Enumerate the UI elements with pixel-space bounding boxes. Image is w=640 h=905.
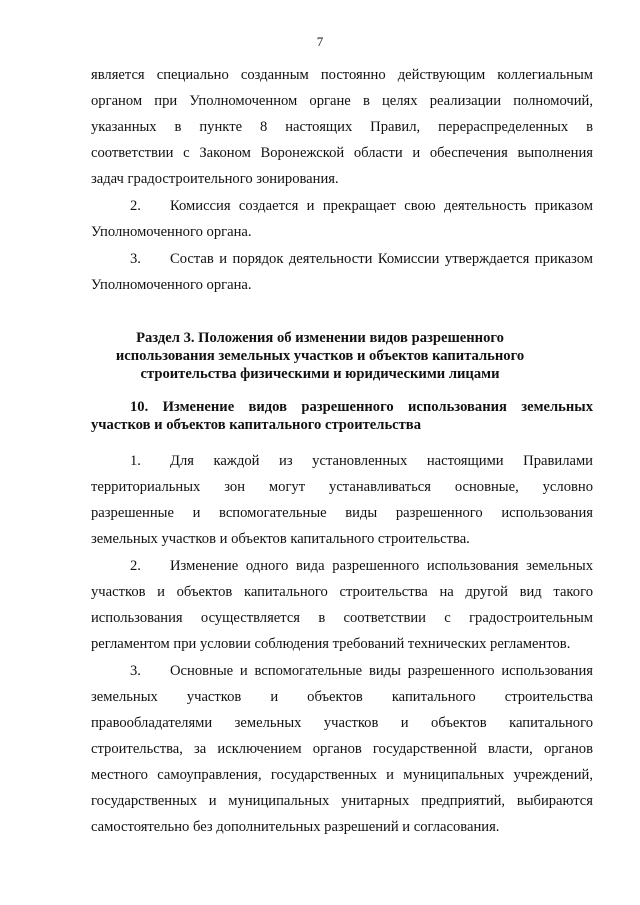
text-line: самостоятельно без дополнительных разрешений и согласования. [91,819,500,835]
text-line: является специально созданным постоянно действующим коллегиальным [91,67,593,83]
item-number: 2. [130,198,141,214]
text-line: органом при Уполномоченном органе в целях реализации полномочий, [91,93,593,109]
item-number: 1. [130,453,141,469]
section-title: строительства физическими и юридическими лицами [140,366,500,382]
text-line: земельных участков и объектов капитального строительства [91,689,593,705]
text-line: участков и объектов капитального строительства на другой вид такого [91,584,593,600]
text-line: государственных и муниципальных унитарных предприятий, выбираются [91,793,593,809]
text-line: правообладателями земельных участков и объектов капитального [91,715,593,731]
article-title: участков и объектов капитального строительства [91,417,421,433]
text-line: использования осуществляется в соответствии с градостроительным [91,610,593,626]
text-line: регламентом при условии соблюдения требований технических регламентов. [91,636,571,652]
text-line: Изменение одного вида разрешенного использования земельных [170,558,593,574]
text-line: земельных участков и объектов капитального строительства. [91,531,470,547]
item-number: 2. [130,558,141,574]
section-title: использования земельных участков и объектов капитального [115,348,525,364]
text-line: соответствии с Законом Воронежской области и обеспечения выполнения [91,145,593,161]
page-number: 7 [316,34,324,49]
section-title: Раздел 3. Положения об изменении видов разрешенного [136,330,504,346]
text-line: Состав и порядок деятельности Комиссии утверждается приказом [170,251,593,267]
text-line: Уполномоченного органа. [91,277,252,293]
text-line: Комиссия создается и прекращает свою деятельность приказом [170,198,593,214]
article-title: 10. Изменение видов разрешенного использования земельных [130,399,593,415]
text-line: территориальных зон могут устанавливаться основные, условно [91,479,593,495]
item-number: 3. [130,251,141,267]
text-line: разрешенные и вспомогательные виды разрешенного использования [91,505,593,521]
text-line: указанных в пункте 8 настоящих Правил, перераспределенных в [91,119,593,135]
text-line: Уполномоченного органа. [91,224,252,240]
text-line: Для каждой из установленных настоящими Правилами [170,453,593,469]
text-line: местного самоуправления, государственных и муниципальных учреждений, [91,767,593,783]
text-line: Основные и вспомогательные виды разрешенного использования [170,663,593,679]
item-number: 3. [130,663,141,679]
text-line: задач градостроительного зонирования. [91,171,339,187]
text-line: строительства, за исключением органов государственной власти, органов [91,741,593,757]
